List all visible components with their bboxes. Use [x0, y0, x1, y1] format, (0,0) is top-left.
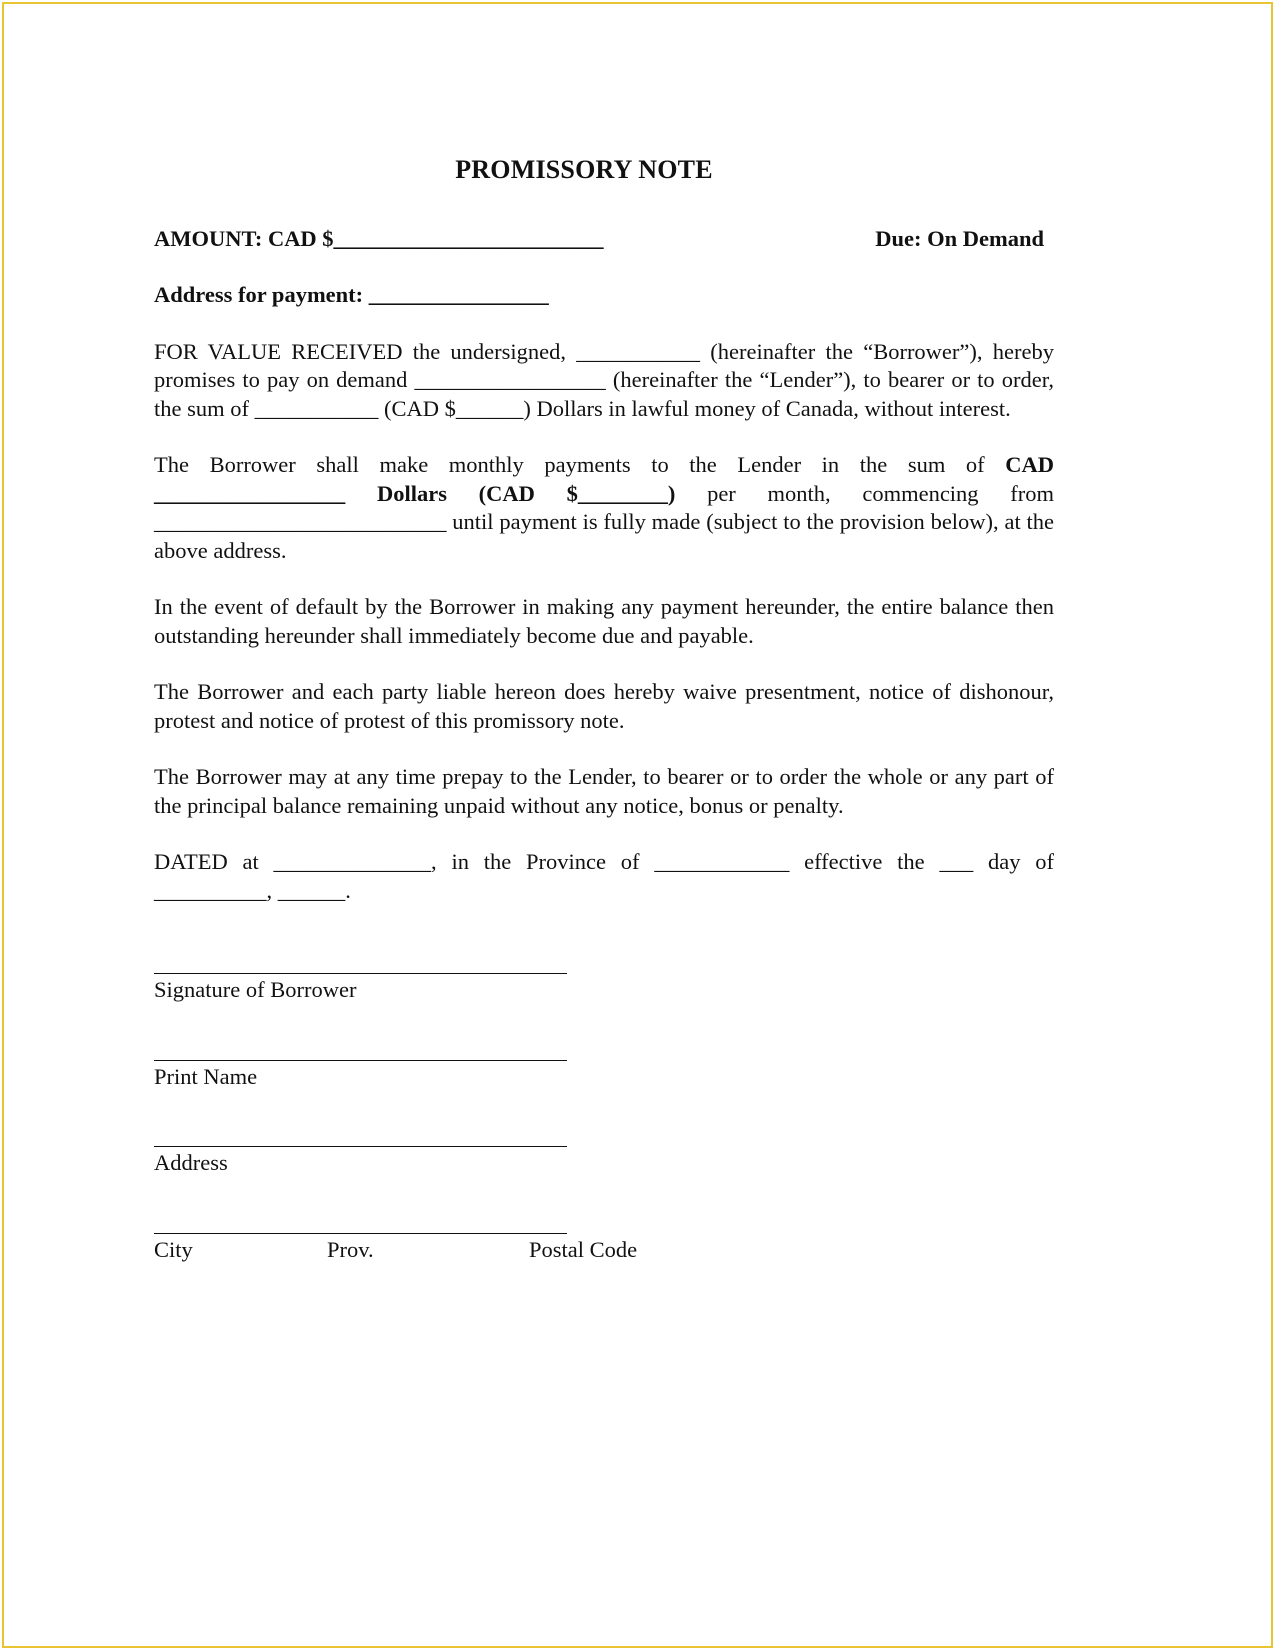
- paragraph-monthly-end: per month, commencing from __________________________ until payment is fully made (subject to the provision below), at the above address.: [154, 480, 1054, 563]
- prov-label: Prov.: [327, 1236, 374, 1262]
- amount-row: [154, 225, 1054, 254]
- paragraph-monthly-amount: CAD _________________ Dollars (CAD $________): [154, 452, 1054, 506]
- city-label: City: [154, 1236, 193, 1262]
- city-prov-postal-labels: [154, 1236, 674, 1265]
- document-body: [154, 144, 1054, 1264]
- address-line[interactable]: [154, 1146, 567, 1147]
- address-for-payment-field[interactable]: Address for payment: ________________: [154, 282, 549, 307]
- city-prov-postal-line[interactable]: [154, 1233, 567, 1234]
- signature-block: [154, 973, 1054, 1264]
- paragraph-prepayment: The Borrower may at any time prepay to the Lender, to bearer or to order the whole or any part of the principal balance remaining unpaid without any notice, bonus or penalty.: [154, 764, 1054, 818]
- document-title: PROMISSORY NOTE: [455, 155, 713, 184]
- due-label: Due: On Demand: [875, 225, 1044, 251]
- paragraph-monthly-start: The Borrower shall make monthly payments to the Lender in the sum of: [154, 452, 1006, 477]
- postal-code-label: Postal Code: [529, 1236, 638, 1262]
- paragraph-monthly-payments: [154, 451, 1054, 565]
- paragraph-waiver: The Borrower and each party liable hereon does hereby waive presentment, notice of dishonour, protest and notice of protest of this promissory note.: [154, 679, 1054, 733]
- amount-field[interactable]: AMOUNT: CAD $________________________: [154, 225, 604, 251]
- signature-borrower-label: Signature of Borrower: [154, 977, 357, 1002]
- paragraph-default: In the event of default by the Borrower in making any payment hereunder, the entire balance then outstanding hereunder shall immediately become due and payable.: [154, 594, 1054, 648]
- signature-line[interactable]: [154, 973, 567, 974]
- print-name-line[interactable]: [154, 1060, 567, 1061]
- page-frame: [2, 2, 1273, 1648]
- address-label: Address: [154, 1150, 228, 1175]
- print-name-label: Print Name: [154, 1063, 258, 1089]
- paragraph-value-received: FOR VALUE RECEIVED the undersigned, ___________ (hereinafter the “Borrower”), hereby promises to pay on demand _________________ (hereinafter the “Lender”), to bearer or to order, the sum of ___________ (CAD $______) Dollars in lawful money of Canada, without interest.: [154, 338, 1054, 421]
- paragraph-dated: DATED at ______________, in the Province of ____________ effective the ___ day of __________, ______.: [154, 849, 1054, 903]
